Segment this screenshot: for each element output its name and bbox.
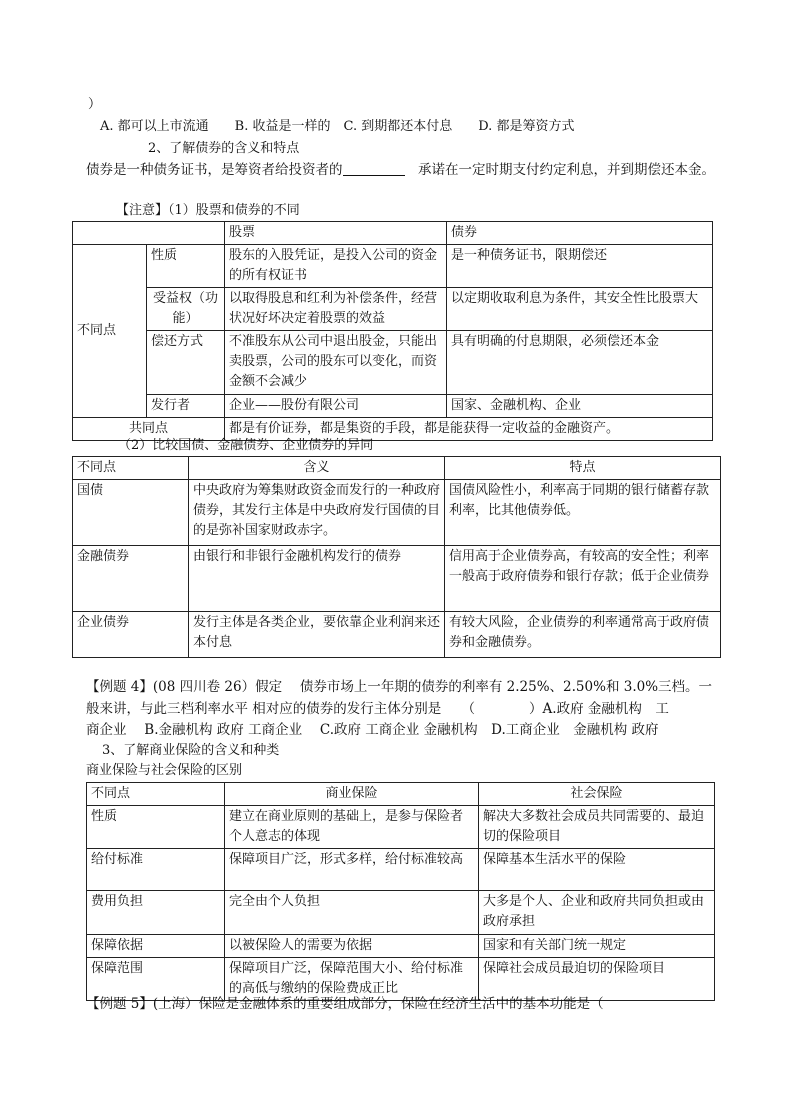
meaning-cell: 由银行和非银行金融机构发行的债券 (189, 546, 445, 612)
bond-types-table (72, 456, 721, 658)
stock-cell: 不准股东从公司中退出股金，只能出卖股票，公司的股东可以变化，而资金额不会减少 (225, 331, 447, 395)
header-diff: 不同点 (87, 783, 225, 806)
commercial-cell: 完全由个人负担 (225, 891, 479, 935)
common-text: 都是有价证券，都是集资的手段，都是能获得一定收益的金融资产。 (225, 418, 713, 441)
meaning-cell: 发行主体是各类企业，要依靠企业利润来还本付息 (189, 612, 445, 658)
attr-cell: 费用负担 (87, 891, 225, 935)
header-stock: 股票 (225, 222, 447, 245)
table-row (87, 891, 715, 935)
header-meaning: 含义 (189, 457, 445, 480)
stock-cell: 股东的入股凭证，是投入公司的资金的所有权证书 (225, 245, 447, 288)
section-2-title: 2、了解债券的含义和特点 (148, 141, 300, 156)
feature-cell: 信用高于企业债券高，有较高的安全性；利率一般高于政府债券和银行存款；低于企业债券 (445, 546, 721, 612)
bond-cell: 具有明确的付息期限，必须偿还本金 (447, 331, 713, 395)
section-3-subtitle: 商业保险与社会保险的区别 (86, 763, 243, 778)
attr-cell: 偿还方式 (147, 331, 225, 395)
header-commercial: 商业保险 (225, 783, 479, 806)
social-cell: 保障社会成员最迫切的保险项目 (479, 958, 715, 1001)
bond-definition (86, 160, 715, 180)
bond-name-cell: 国债 (73, 480, 189, 546)
section-3-title: 3、了解商业保险的含义和种类 (102, 743, 280, 758)
group-label-differences: 不同点 (73, 245, 147, 418)
feature-cell: 有较大风险，企业债券的利率通常高于政府债券和金融债券。 (445, 612, 721, 658)
header-bond: 债券 (447, 222, 713, 245)
example-4-line-2: 般来讲，与此三档利率水平 相对应的债券的发行主体分别是 （ ）A.政府 金融机构 工 (86, 701, 669, 717)
header-diff: 不同点 (73, 457, 189, 480)
stock-cell: 企业——股份有限公司 (225, 395, 447, 418)
social-cell: 保障基本生活水平的保险 (479, 849, 715, 891)
social-cell: 大多是个人、企业和政府共同负担或由政府承担 (479, 891, 715, 935)
table-header-row (73, 457, 721, 480)
table-row (73, 480, 721, 546)
insurance-table (86, 782, 715, 1001)
feature-cell: 国债风险性小，利率高于同期的银行储蓄存款利率，比其他债券低。 (445, 480, 721, 546)
attr-cell: 给付标准 (87, 849, 225, 891)
table-row (87, 806, 715, 849)
table-row (73, 395, 713, 418)
attr-cell: 发行者 (147, 395, 225, 418)
note-title: 【注意】（1）股票和债券的不同 (116, 203, 300, 218)
definition-before: 债券是一种债务证书，是筹资者给投资者的 (86, 162, 343, 178)
table-row (73, 546, 721, 612)
table-header-row (87, 783, 715, 806)
table-row (73, 288, 713, 331)
stock-cell: 以取得股息和红利为补偿条件，经营状况好坏决定着股票的效益 (225, 288, 447, 331)
attr-cell: 保障范围 (87, 958, 225, 1001)
commercial-cell: 以被保险人的需要为依据 (225, 935, 479, 958)
social-cell: 国家和有关部门统一规定 (479, 935, 715, 958)
common-label: 共同点 (73, 418, 225, 441)
bond-name-cell: 金融债券 (73, 546, 189, 612)
header-social: 社会保险 (479, 783, 715, 806)
bond-cell: 以定期收取利息为条件，其安全性比股票大 (447, 288, 713, 331)
attr-cell: 保障依据 (87, 935, 225, 958)
table-header-row (73, 222, 713, 245)
social-cell: 解决大多数社会成员共同需要的、最迫切的保险项目 (479, 806, 715, 849)
commercial-cell: 保障项目广泛，保障范围大小、给付标准的高低与缴纳的保险费成正比 (225, 958, 479, 1001)
example-4-line-1: 【例题 4】(08 四川卷 26）假定 债券市场上一年期的债券的利率有 2.25%、2.50%和 3.0%三档。一 (86, 679, 713, 695)
bond-name-cell: 企业债券 (73, 612, 189, 658)
meaning-cell: 中央政府为筹集财政资金而发行的一种政府债券，其发行主体是中央政府发行国债的目的是弥补国家财政赤字。 (189, 480, 445, 546)
commercial-cell: 建立在商业原则的基础上，是参与保险者个人意志的体现 (225, 806, 479, 849)
commercial-cell: 保障项目广泛，形式多样，给付标准较高 (225, 849, 479, 891)
closing-paren: ） (88, 97, 102, 112)
attr-cell: 受益权（功能） (147, 288, 225, 331)
table-row (73, 245, 713, 288)
attr-cell: 性质 (87, 806, 225, 849)
stock-bond-table (72, 221, 713, 441)
definition-after: 承诺在一定时期支付约定利息，并到期偿还本金。 (418, 162, 715, 178)
table-row (73, 331, 713, 395)
table-row (87, 935, 715, 958)
table-row (87, 849, 715, 891)
header-feature: 特点 (445, 457, 721, 480)
attr-cell: 性质 (147, 245, 225, 288)
table-row (73, 612, 721, 658)
compare-title: （2）比较国债、金融债券、企业债券的异同 (118, 438, 374, 453)
example-5-line: 【例题 5】(上海）保险是金融体系的重要组成部分，保险在经济生活中的基本功能是（ (86, 996, 604, 1012)
header-empty (73, 222, 225, 245)
options-line: A. 都可以上市流通 B. 收益是一样的 C. 到期都还本付息 D. 都是筹资方式 (100, 119, 575, 134)
example-4-line-3: 商企业 B.金融机构 政府 工商企业 C.政府 工商企业 金融机构 D.工商企业 金融机构 政府 (86, 722, 659, 738)
bond-cell: 是一种债务证书，限期偿还 (447, 245, 713, 288)
fill-blank (343, 161, 405, 176)
bond-cell: 国家、金融机构、企业 (447, 395, 713, 418)
